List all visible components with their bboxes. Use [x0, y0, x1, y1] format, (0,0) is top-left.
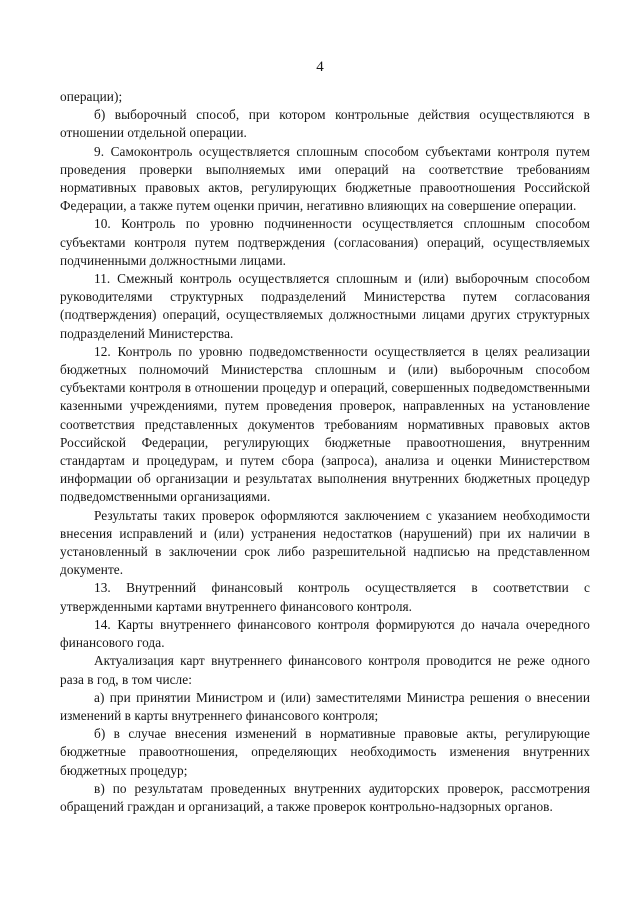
paragraph-continuation: операции);	[60, 89, 123, 104]
paragraph-item-a: а) при принятии Министром и (или) заместителями Министра решения о внесении изменений в карты внутреннего финансового контроля;	[60, 689, 590, 723]
page-number: 4	[316, 59, 324, 75]
paragraph-13-internal-control-maps: 13. Внутренний финансовый контроль осуществляется в соответствии с утвержденными картами внутреннего финансового контроля.	[60, 580, 590, 614]
paragraph-item-b-selective-method: б) выборочный способ, при котором контрольные действия осуществляются в отношении отдельной операции.	[60, 107, 590, 141]
paragraph-10-subordination-control: 10. Контроль по уровню подчиненности осуществляется сплошным способом субъектами контроля путем подтверждения (согласования) операций, осуществляемых подчиненными должностными лицами.	[60, 216, 590, 268]
paragraph-item-v: в) по результатам проведенных внутренних аудиторских проверок, рассмотрения обращений граждан и организаций, а также проверок контрольно-надзорных органов.	[60, 780, 590, 814]
paragraph-12-departmental-control: 12. Контроль по уровню подведомственности осуществляется в целях реализации бюджетных полномочий Министерства сплошным и (или) выборочным способом субъектами контроля в отношении процедур и операций, совершенных подведомственными казенными учреждениями, путем проведения проверок, направленных на установление соответствия представленных документов требованиям нормативных правовых актов Российской Федерации, регулирующих бюджетные правоотношения, внутренним стандартам и процедурам, и путем сбора (запроса), анализа и оценки Министерством информации об организации и результатах выполнения внутренних бюджетных процедур подведомственными организациями.	[60, 343, 590, 505]
paragraph-9-self-control: 9. Самоконтроль осуществляется сплошным способом субъектами контроля путем проведения проверки выполняемых ими операций на соответствие требованиям нормативных правовых актов, регулирующих бюджетные правоотношения Российской Федерации, а также путем оценки причин, негативно влияющих на совершение операции.	[60, 143, 590, 214]
paragraph-11-adjacent-control: 11. Смежный контроль осуществляется сплошным и (или) выборочным способом руководителями структурных подразделений Министерства путем согласования (подтверждения) операций, осуществляемых должностными лицами других структурных подразделений Министерства.	[60, 271, 590, 341]
paragraph-inspection-results: Результаты таких проверок оформляются заключением с указанием необходимости внесения исправлений и (или) устранения недостатков (нарушений) при их наличии в установленный в заключении срок либо разрешительной надписью на представленном документе.	[60, 507, 590, 578]
paragraph-item-b: б) в случае внесения изменений в нормативные правовые акты, регулирующие бюджетные правоотношения, определяющих необходимость изменения внутренних бюджетных процедур;	[60, 726, 590, 778]
paragraph-maps-update: Актуализация карт внутреннего финансового контроля проводится не реже одного раза в год, в том числе:	[60, 653, 590, 687]
paragraph-14-maps-formation: 14. Карты внутреннего финансового контроля формируются до начала очередного финансового года.	[60, 616, 590, 651]
document-body	[60, 88, 590, 816]
